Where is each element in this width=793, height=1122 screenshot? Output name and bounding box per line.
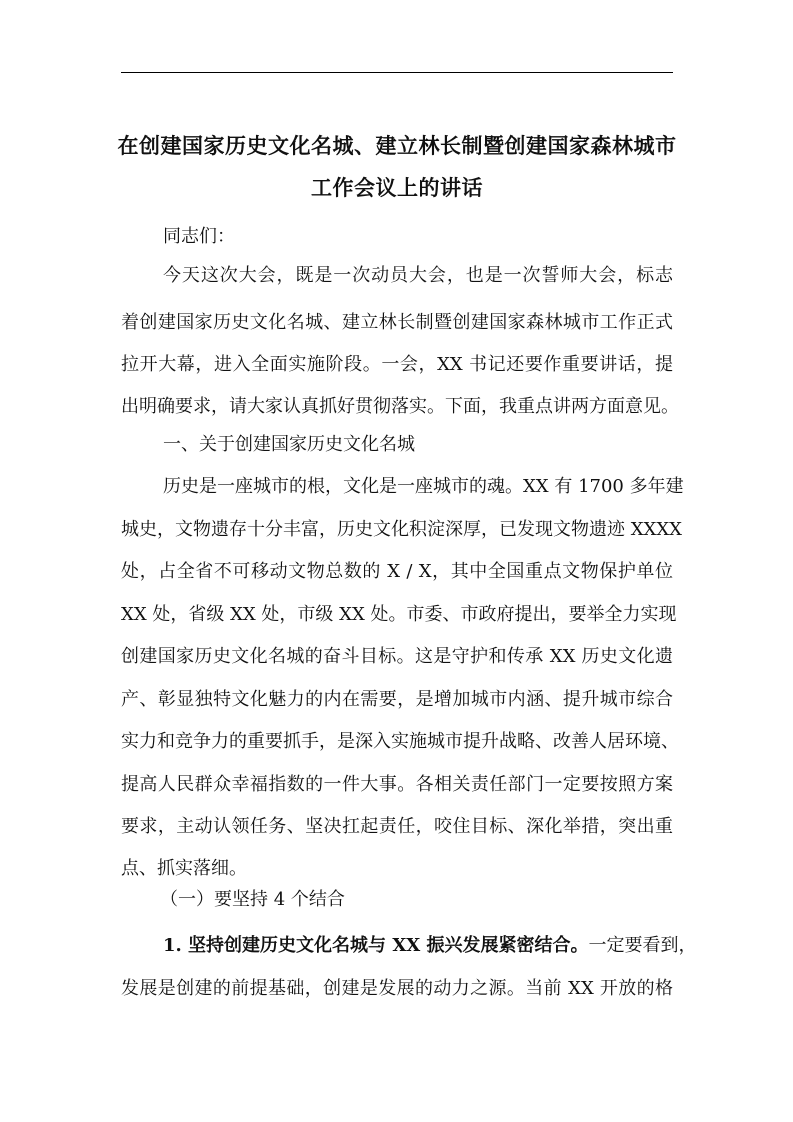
paragraph-2-line-4: XX 处，省级 XX 处，市级 XX 处。市委、市政府提出，要举全力实现: [121, 604, 677, 625]
paragraph-2-line-8: 提高人民群众幸福指数的一件大事。各相关责任部门一定要按照方案: [121, 774, 673, 795]
paragraph-1-line-1: 今天这次大会，既是一次动员大会，也是一次誓师大会，标志: [163, 265, 673, 286]
paragraph-3-line-1: [163, 934, 697, 958]
paragraph-1-line-2: 着创建国家历史文化名城、建立林长制暨创建国家森林城市工作正式: [121, 312, 673, 333]
section-heading-1: 一、关于创建国家历史文化名城: [163, 434, 415, 455]
document-title-line-1: 在创建国家历史文化名城、建立林长制暨创建国家森林城市: [117, 133, 677, 158]
paragraph-1-line-4: 出明确要求，请大家认真抓好贯彻落实。下面，我重点讲两方面意见。: [121, 396, 679, 417]
salutation: 同志们：: [163, 226, 235, 247]
paragraph-1-line-3: 拉开大幕，进入全面实施阶段。一会，XX 书记还要作重要讲话，提: [121, 354, 673, 375]
paragraph-2-line-7: 实力和竞争力的重要抓手，是深入实施城市提升战略、改善人居环境、: [121, 731, 679, 752]
paragraph-2-line-5: 创建国家历史文化名城的奋斗目标。这是守护和传承 XX 历史文化遗: [121, 646, 673, 667]
paragraph-2-line-10: 点、抓实落细。: [121, 858, 247, 879]
document-title-line-2: 工作会议上的讲话: [311, 175, 483, 200]
paragraph-2-line-2: 城史，文物遗存十分丰富，历史文化积淀深厚，已发现文物遗迹 XXXX: [121, 519, 682, 540]
paragraph-3-line-1-rest: 一定要看到，: [588, 935, 697, 956]
paragraph-2-line-1: 历史是一座城市的根，文化是一座城市的魂。XX 有 1700 多年建: [163, 476, 684, 497]
header-rule: [121, 72, 673, 73]
section-heading-2: （一）要坚持 4 个结合: [160, 889, 345, 910]
paragraph-3-bold-lead: 1. 坚持创建历史文化名城与 XX 振兴发展紧密结合。: [163, 935, 589, 956]
paragraph-2-line-9: 要求，主动认领任务、坚决扛起责任，咬住目标、深化举措，突出重: [121, 816, 673, 837]
paragraph-2-line-6: 产、彰显独特文化魅力的内在需要，是增加城市内涵、提升城市综合: [121, 689, 673, 710]
paragraph-3-line-2: 发展是创建的前提基础，创建是发展的动力之源。当前 XX 开放的格: [121, 978, 673, 999]
paragraph-2-line-3: 处，占全省不可移动文物总数的 X / X，其中全国重点文物保护单位: [121, 561, 673, 582]
